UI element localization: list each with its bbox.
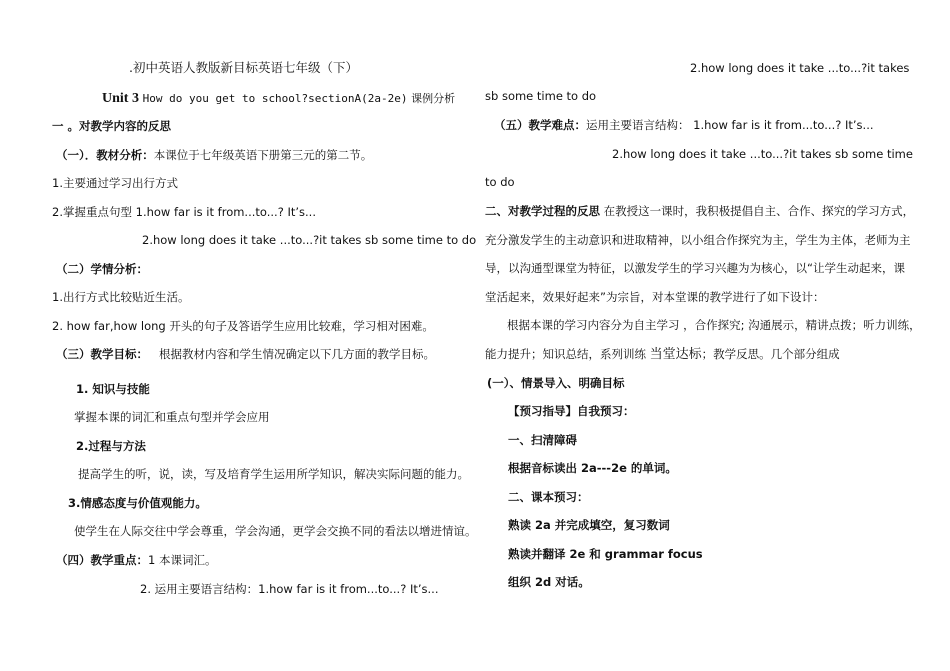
subsection-goals-head: （三）教学目标：: [56, 347, 148, 361]
key-point-2: 2. 运用主要语言结构：1.how far is it from...to...? It’s...: [140, 582, 439, 596]
right-line-2: sb some time to do: [485, 89, 597, 103]
textbook-point-2: 2.掌握重点句型 1.how far is it from...to...? It’s...: [52, 205, 316, 219]
subsection-difficulties-head: （五）教学难点：: [494, 118, 586, 132]
goal-1-heading: 1. 知识与技能: [76, 382, 150, 396]
learner-point-2: 2. how far,how long 开头的句子及答语学生应用比较难，学习相对困难。: [52, 319, 434, 333]
subsection-textbook-head: （一）．教材分析：: [56, 148, 154, 162]
reflection-line-5-b: 当堂达标: [649, 347, 702, 362]
unit-label: Unit 3: [102, 91, 139, 106]
textbook-preview-heading: 二、课本预习：: [508, 490, 589, 504]
subsection-key-points: [56, 553, 216, 568]
reflection-line-5-a: 能力提升；知识总结，系列训练: [485, 347, 646, 361]
section-heading-2-title: 二、对教学过程的反思: [485, 204, 600, 218]
subsection-goals-body: 根据教材内容和学生情况确定以下几方面的教学目标。: [158, 347, 435, 361]
subsection-textbook: [56, 148, 372, 163]
textbook-point-3: 2.how long does it take ...to...?it takes sb some time to do: [142, 233, 477, 247]
textbook-point-1: 1.主要通过学习出行方式: [52, 176, 178, 190]
unit-suffix: 课例分析: [411, 92, 456, 105]
reflection-line-2: 导，以沟通型课堂为特征，以激发学生的学习兴趣为为核心，以“让学生动起来，课: [485, 261, 905, 275]
subsection-difficulties: [494, 118, 874, 133]
goal-2-body: 提高学生的听，说，读，写及培育学生运用所学知识，解决实际问题的能力。: [78, 467, 469, 481]
section-heading-2: [485, 204, 914, 219]
preview-task-3: 组织 2d 对话。: [508, 575, 590, 589]
difficulty-point-2: 2.how long does it take ...to...?it takes sb some time: [612, 147, 913, 161]
learner-point-1: 1.出行方式比较贴近生活。: [52, 290, 190, 304]
reflection-line-4: 根据本课的学习内容分为自主学习 ，合作探究; 沟通展示，精讲点拨；听力训练，: [507, 318, 921, 332]
reflection-line-1: 充分激发学生的主动意识和进取精神，以小组合作探究为主，学生为主体，老师为主: [485, 233, 911, 247]
reflection-line-5: [485, 347, 840, 362]
goal-2-heading: 2.过程与方法: [76, 439, 146, 453]
goal-3-body: 使学生在人际交往中学会尊重，学会沟通，更学会交换不同的看法以增进情谊。: [74, 524, 477, 538]
unit-heading: [102, 91, 455, 106]
clear-obstacles-heading: 一、扫清障碍: [508, 433, 577, 447]
document-title: .初中英语人教版新目标英语七年级（下）: [129, 60, 358, 75]
reflection-line-5-c: ；教学反思。几个部分组成: [701, 347, 840, 361]
subsection-learner-analysis: （二）学情分析：: [56, 262, 148, 276]
section-heading-1: 一 。对教学内容的反思: [52, 119, 172, 133]
preview-task-1: 熟读 2a 并完成填空，复习数词: [508, 518, 670, 532]
subsection-difficulties-body: 运用主要语言结构： 1.how far is it from...to...? It’s...: [586, 118, 874, 132]
preview-task-2: 熟读并翻译 2e 和 grammar focus: [508, 547, 703, 561]
subsection-textbook-body: 本课位于七年级英语下册第三元的第二节。: [153, 148, 373, 162]
step-1-heading: (一）、情景导入、明确目标: [487, 376, 625, 390]
goal-1-body: 掌握本课的词汇和重点句型并学会应用: [74, 410, 270, 424]
preview-guide-heading: 【预习指导】自我预习：: [508, 404, 635, 418]
section-heading-2-body: 在教授这一课时，我积极提倡自主、合作、探究的学习方式，: [603, 204, 915, 218]
clear-obstacles-task: 根据音标读出 2a---2e 的单词。: [508, 461, 677, 475]
unit-topic: How do you get to school?sectionA(2a-2e): [142, 92, 408, 105]
goal-3-heading: 3.情感态度与价值观能力。: [68, 496, 207, 510]
subsection-goals: [56, 347, 435, 362]
difficulty-point-2-cont: to do: [485, 175, 515, 189]
right-line-1: 2.how long does it take ...to...?it takes: [690, 61, 910, 75]
subsection-key-points-body: 1 本课词汇。: [148, 553, 217, 567]
reflection-line-3: 堂活起来，效果好起来”为宗旨，对本堂课的教学进行了如下设计：: [485, 290, 825, 304]
subsection-key-points-head: （四）教学重点：: [56, 553, 148, 567]
